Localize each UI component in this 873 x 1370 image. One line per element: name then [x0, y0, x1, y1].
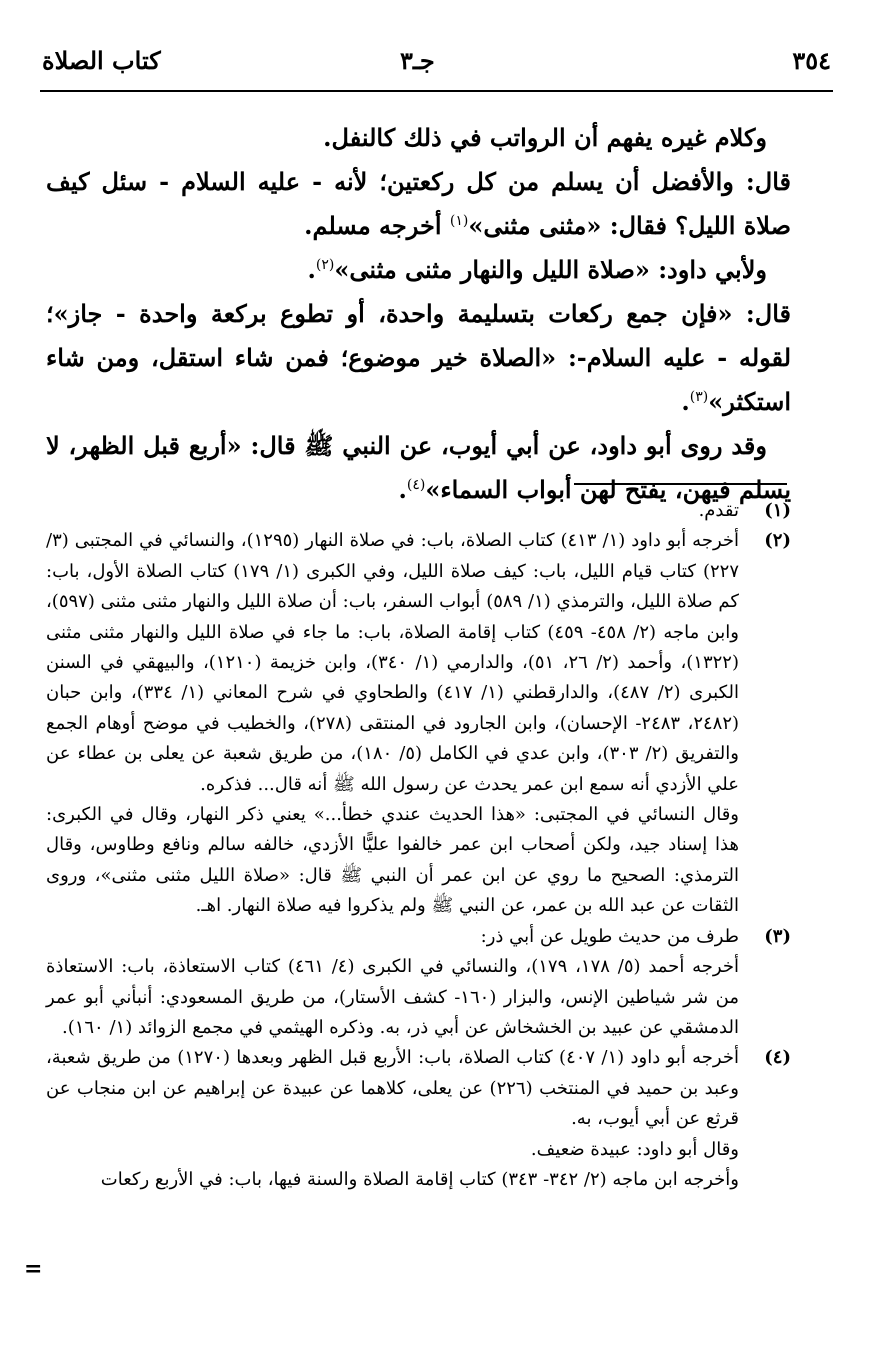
- footnote-paragraph: تقدم.: [698, 500, 739, 521]
- paragraph-text: .: [307, 255, 316, 284]
- main-text: [46, 116, 791, 512]
- footnote-paragraph: أخرجه أبو داود (١/ ٤٠٧) كتاب الصلاة، باب: الأربع قبل الظهر وبعدها (١٢٧٠) من طريق شعبة، وعبد بن حميد في المنتخب (٢٢٦) عن يعلى، كلاهما عن عبيدة عن إبراهيم عن ابن منجاب عن قرثع عن أبي أيوب، به.: [46, 1047, 739, 1130]
- paragraph-text: ولأبي داود: «صلاة الليل والنهار مثنى مثنى»: [334, 255, 767, 284]
- footnote-1: [46, 496, 791, 526]
- footnote-body: [46, 922, 739, 1044]
- paragraph-text: قال: والأفضل أن يسلم من كل ركعتين؛ لأنه - عليه السلام - سئل كيف صلاة الليل؟ فقال: «مثنى مثنى»: [46, 167, 791, 240]
- footnote-4: [46, 1043, 791, 1195]
- paragraph-text: وكلام غيره يفهم أن الرواتب في ذلك كالنفل.: [323, 123, 767, 152]
- footnote-number: (٤): [764, 1047, 791, 1069]
- footnote-number: (٣): [764, 925, 791, 947]
- paragraph-text: قال: «فإن جمع ركعات بتسليمة واحدة، أو تطوع بركعة واحدة - جاز»؛ لقوله - عليه السلام-: «الصلاة خير موضوع؛ فمن شاء استقل، ومن شاء استكثر»: [46, 299, 792, 416]
- main-paragraph-4: [46, 292, 791, 424]
- footnote-ref-2[interactable]: (٢): [315, 257, 335, 273]
- footnote-body: [46, 526, 739, 921]
- footnote-ref-3[interactable]: (٣): [689, 389, 709, 405]
- footnote-2: [46, 526, 791, 921]
- paragraph-text: .: [681, 387, 690, 416]
- footnote-paragraph: أخرجه أبو داود (١/ ٤١٣) كتاب الصلاة، باب: في صلاة النهار (١٢٩٥)، والنسائي في المجتبى (٣/ ٢٢٧) كتاب قيام الليل، باب: كيف صلاة الليل، وفي الكبرى (١/ ١٧٩) كتاب الصلاة الأول، باب: كم صلاة الليل، والترمذي (١/ ٥٨٩) أبواب السفر، باب: أن صلاة الليل والنهار مثنى مثنى (٥٩٧)، وابن ماجه (٢/ ٤٥٨- ٤٥٩) كتاب إقامة الصلاة، باب: ما جاء في صلاة الليل والنهار مثنى مثنى (١٣٢٢)، وأحمد (٢/ ٢٦، ٥١)، والدارمي (١/ ٣٤٠)، وابن خزيمة (١٢١٠)، والبيهقي في السنن الكبرى (٢/ ٤٨٧)، والدارقطني (١/ ٤١٧) والطحاوي في شرح المعاني (١/ ٣٣٤)، وابن حبان (٢٤٨٢، ٢٤٨٣- الإحسان)، وابن الجارود في المنتقى (٢٧٨)، والخطيب في موضح أوهام الجمع والتفريق (٢/ ٣٠٣)، وابن عدي في الكامل (٥/ ١٨٠)، من طريق شعبة عن يعلى بن عطاء عن علي الأزدي أنه سمع ابن عمر يحدث عن رسول الله ﷺ أنه قال... فذكره.: [46, 530, 740, 795]
- footnote-body: [46, 496, 739, 526]
- footnote-ref-4[interactable]: (٤): [406, 477, 426, 493]
- main-paragraph-3: [46, 248, 791, 292]
- footnote-continuation: وأخرجه ابن ماجه (٢/ ٣٤٢- ٣٤٣) كتاب إقامة الصلاة والسنة فيها، باب: في الأربع ركعات: [100, 1168, 739, 1190]
- footnote-paragraph: وقال النسائي في المجتبى: «هذا الحديث عندي خطأ...» يعني ذكر النهار، وقال في الكبرى: هذا إسناد جيد، ولكن أصحاب ابن عمر خالفوا عليًّا الأزدي، خالفه سالم ونافع وطاوس، وقال الترمذي: الصحيح ما روي عن ابن عمر أن النبي ﷺ قال: «صلاة الليل مثنى مثنى»، وروى الثقات عن عبد الله بن عمر، عن النبي ﷺ ولم يذكروا فيه صلاة النهار. اهـ.: [46, 804, 739, 917]
- footnote-paragraph: أخرجه أحمد (٥/ ١٧٨، ١٧٩)، والنسائي في الكبرى (٤/ ٤٦١) كتاب الاستعاذة، باب: الاستعاذة من شر شياطين الإنس، والبزار (١٦٠- كشف الأستار)، من طريق المسعودي: أنبأني أبو عمر الدمشقي عن عبيد بن الخشخاش عن أبي ذر، به. وذكره الهيثمي في مجمع الزوائد (١/ ١٦٠).: [46, 956, 739, 1038]
- paragraph-text: وقد روى أبو داود، عن أبي أيوب، عن النبي ﷺ قال: «أربع قبل الظهر، لا يسلم فيهن، يفتح لهن أبواب السماء»: [46, 431, 791, 504]
- paragraph-text: أخرجه مسلم.: [304, 211, 450, 240]
- continuation-mark: =: [24, 1256, 43, 1282]
- footnote-number: (٢): [764, 530, 791, 552]
- footnote-paragraph: وقال أبو داود: عبيدة ضعيف.: [530, 1138, 739, 1160]
- footnote-body: [46, 1043, 739, 1195]
- page-number: ٣٥٤: [792, 46, 831, 75]
- main-paragraph-2: [46, 160, 791, 248]
- paragraph-text: .: [398, 475, 407, 504]
- running-header: [40, 40, 833, 92]
- main-paragraph-1: [46, 116, 791, 160]
- footnote-ref-1[interactable]: (١): [449, 213, 469, 229]
- footnote-separator: [574, 483, 787, 485]
- footnote-3: [46, 922, 791, 1044]
- footnote-paragraph: طرف من حديث طويل عن أبي ذر:: [480, 925, 739, 947]
- chapter-title: كتاب الصلاة: [42, 46, 161, 75]
- footnotes: [46, 496, 791, 1195]
- footnote-number: (١): [764, 500, 791, 521]
- volume-label: جـ٣: [400, 46, 435, 75]
